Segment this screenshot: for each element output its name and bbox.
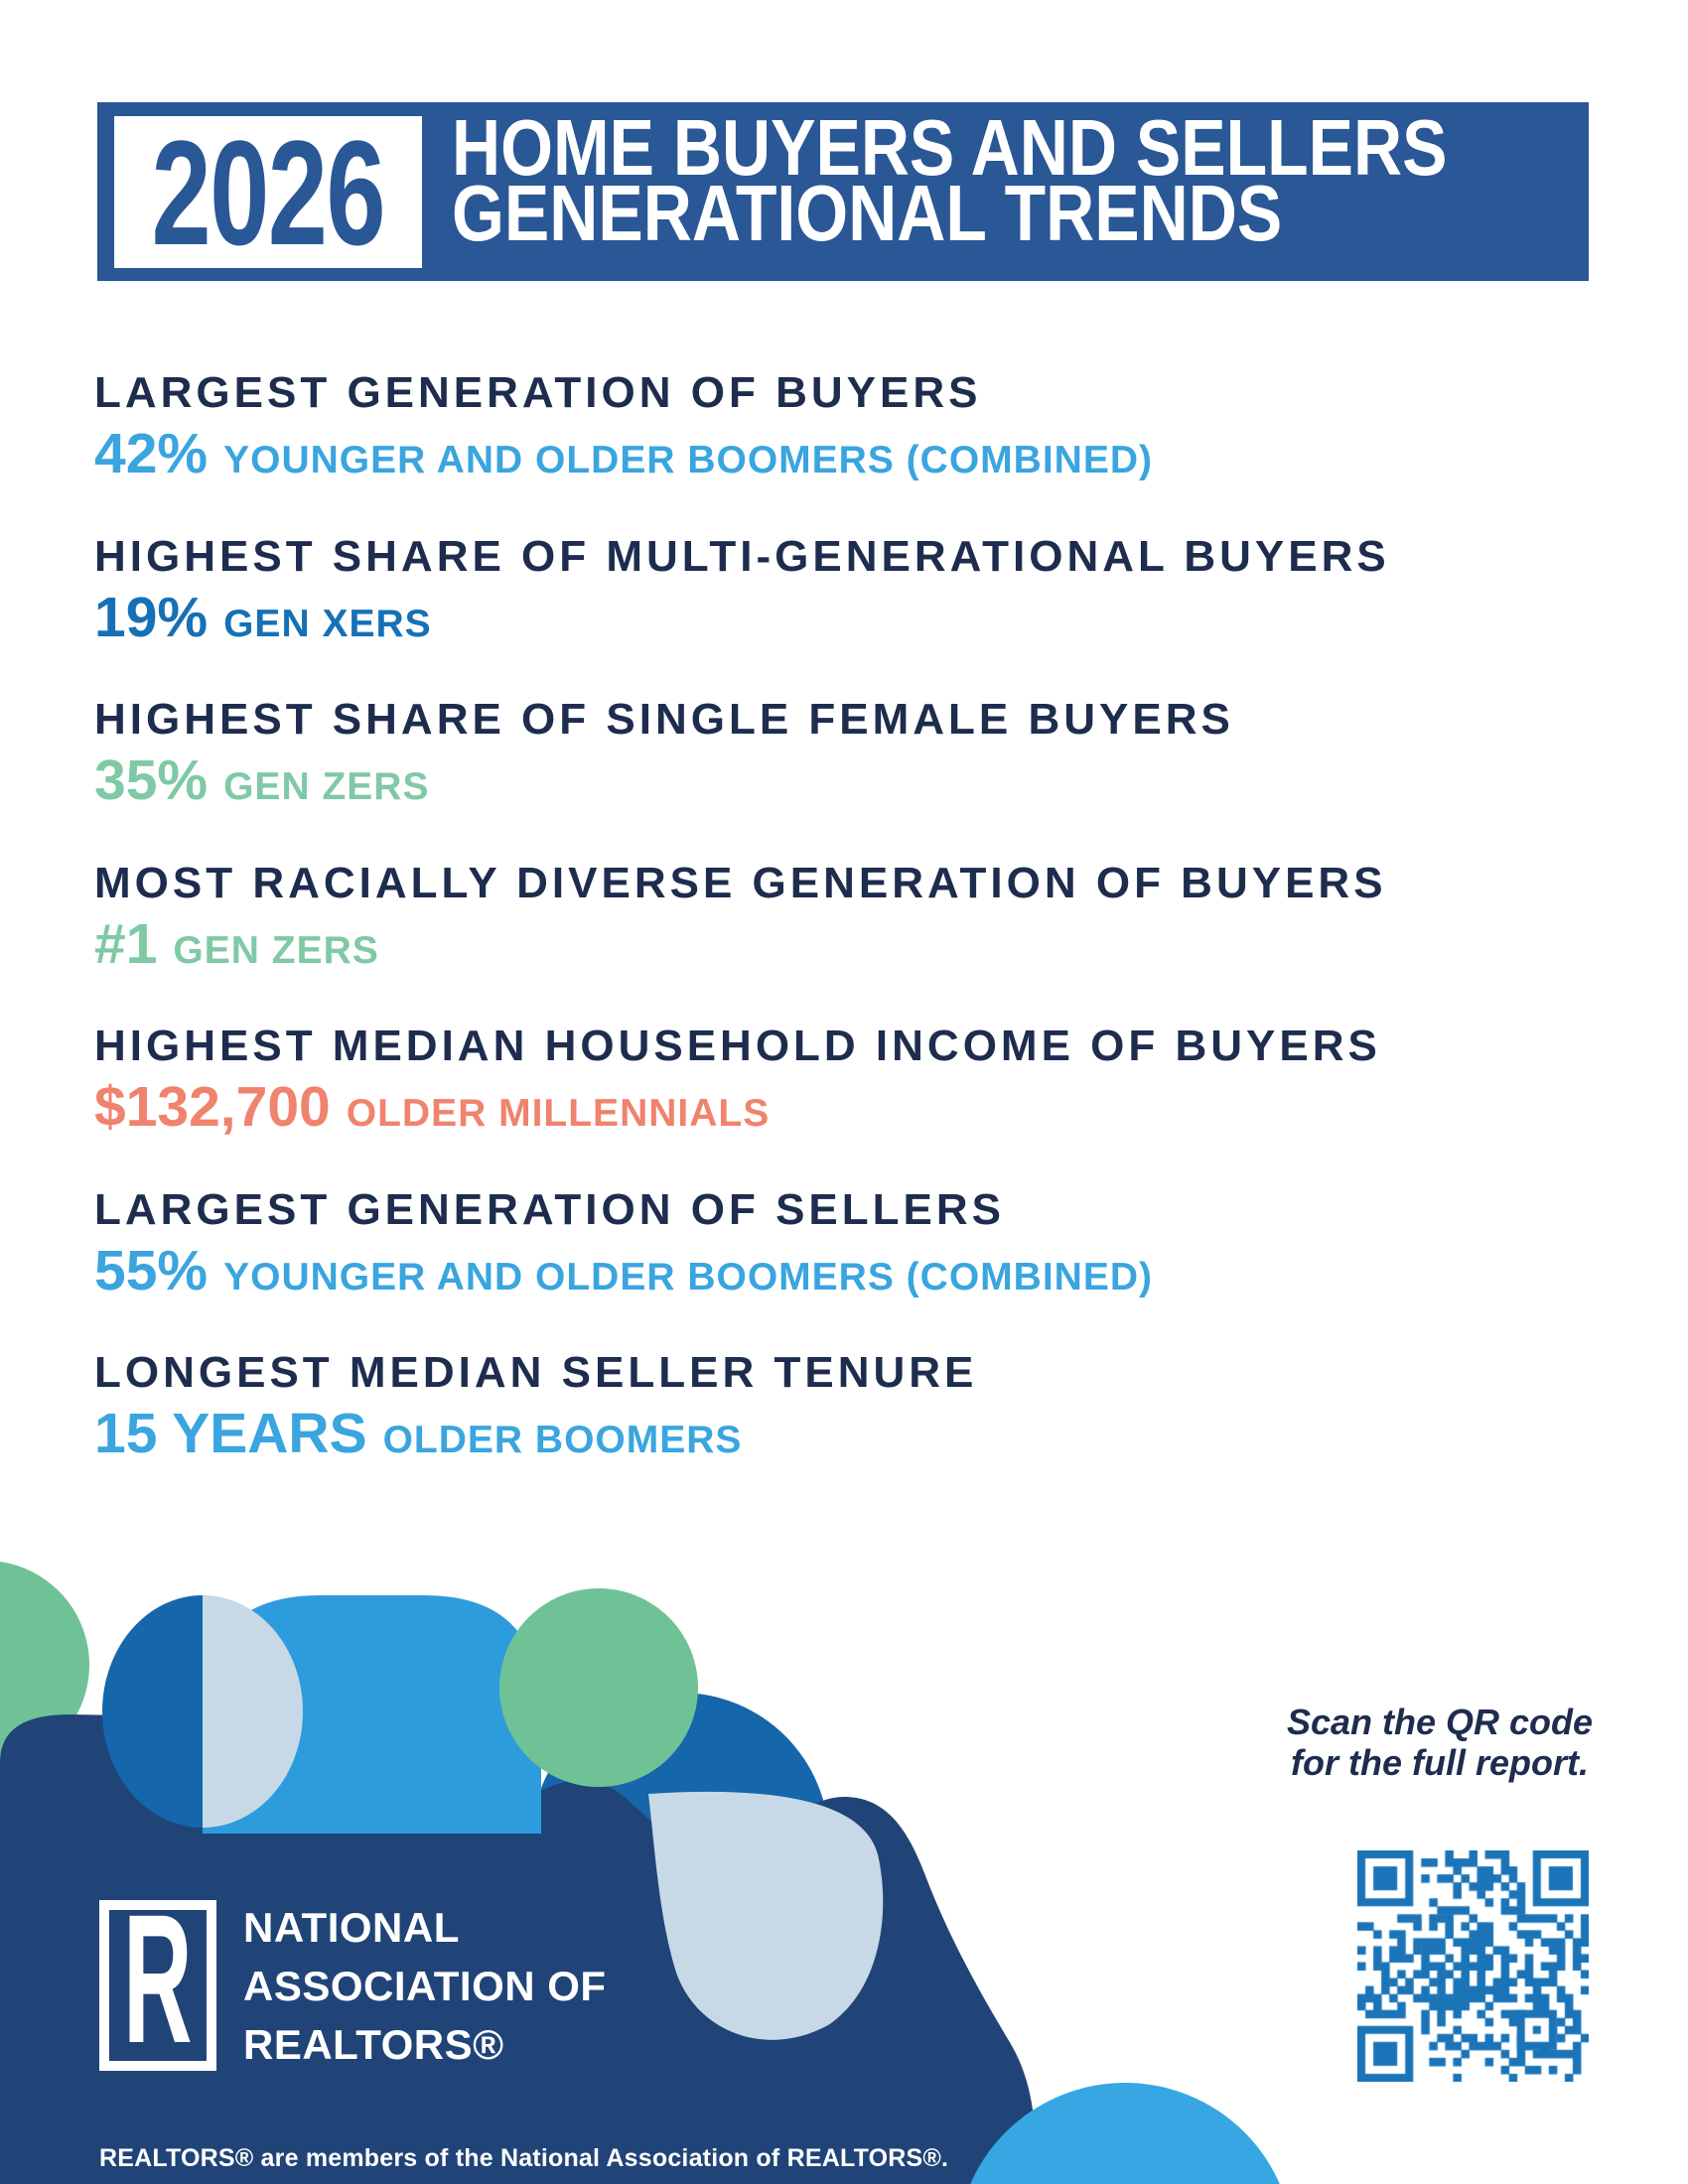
stat-value-row <box>94 1401 1484 1466</box>
green-circle <box>499 1588 698 1787</box>
page-title-line2: GENERATIONAL TRENDS <box>452 169 1283 257</box>
stat-value-row <box>94 1238 1484 1303</box>
stat-label: LARGEST GENERATION OF SELLERS <box>94 1184 1006 1234</box>
stat-block <box>94 860 1484 1024</box>
stat-block <box>94 533 1484 697</box>
scan-prompt-line2: for the full report. <box>1291 1742 1589 1783</box>
stat-label: MOST RACIALLY DIVERSE GENERATION OF BUYERS <box>94 858 1387 907</box>
stat-block <box>94 1186 1484 1350</box>
scan-prompt <box>1182 1702 1688 1783</box>
stat-label: HIGHEST SHARE OF SINGLE FEMALE BUYERS <box>94 695 1234 744</box>
stat-value: 15 YEARS <box>94 1402 367 1465</box>
stat-value: #1 <box>94 911 158 976</box>
nar-logo-line2: ASSOCIATION OF <box>243 1963 607 2009</box>
stat-value-row <box>94 748 1484 813</box>
stat-value: 42% <box>94 422 209 485</box>
stat-label: LONGEST MEDIAN SELLER TENURE <box>94 1348 978 1397</box>
nar-logo-line1: NATIONAL <box>243 1904 460 1951</box>
stat-label: HIGHEST SHARE OF MULTI-GENERATIONAL BUYERS <box>94 531 1390 581</box>
stat-value: $132,700 <box>94 1075 331 1139</box>
page-title-line1: HOME BUYERS AND SELLERS <box>452 103 1448 192</box>
stat-description: OLDER BOOMERS <box>382 1419 743 1461</box>
stat-block <box>94 1349 1484 1513</box>
stat-description: GEN ZERS <box>173 928 379 972</box>
stat-value: 19% <box>94 585 209 649</box>
stat-description: YOUNGER AND OLDER BOOMERS (COMBINED) <box>223 439 1153 481</box>
disclaimer-text: REALTORS® are members of the National Association of REALTORS®. <box>99 2144 949 2172</box>
stat-description: YOUNGER AND OLDER BOOMERS (COMBINED) <box>223 1255 1153 1298</box>
stat-description: GEN ZERS <box>223 765 430 808</box>
stat-block <box>94 696 1484 860</box>
stat-value-row <box>94 585 1484 650</box>
stat-value-row <box>94 421 1484 486</box>
stat-value: 35% <box>94 749 209 812</box>
stat-description: GEN XERS <box>223 602 432 645</box>
year-text: 2026 <box>151 108 385 276</box>
stats-list <box>94 369 1484 1513</box>
stat-value-row <box>94 911 1484 977</box>
stat-description: OLDER MILLENNIALS <box>346 1092 771 1135</box>
year-badge <box>114 108 422 276</box>
nar-logo-text <box>243 1898 607 2074</box>
header-banner <box>97 102 1589 281</box>
stat-block <box>94 1023 1484 1186</box>
stat-value-row <box>94 1074 1484 1140</box>
qr-code <box>1357 1850 1589 2082</box>
nar-logo-line3: REALTORS® <box>243 2021 504 2068</box>
stat-block <box>94 369 1484 533</box>
stat-label: LARGEST GENERATION OF BUYERS <box>94 368 982 417</box>
scan-prompt-line1: Scan the QR code <box>1286 1702 1594 1742</box>
nar-logo-letter: R <box>123 1876 193 2082</box>
stat-label: HIGHEST MEDIAN HOUSEHOLD INCOME OF BUYERS <box>94 1022 1381 1070</box>
page-title <box>452 103 1448 257</box>
nar-logo-icon <box>99 1876 216 2082</box>
stat-value: 55% <box>94 1238 209 1302</box>
